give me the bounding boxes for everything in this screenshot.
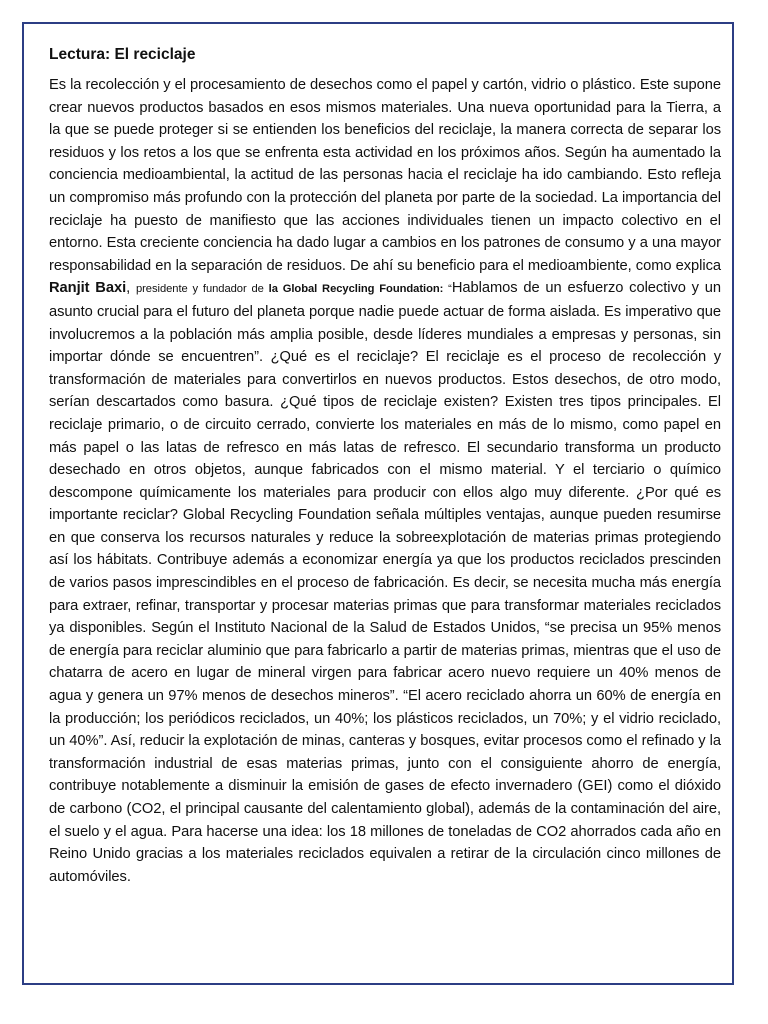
person-role: presidente y fundador de xyxy=(135,283,269,296)
body-text-part4: Hablamos de un esfuerzo colectivo y un asunto crucial para el futuro del planeta porque nadie puede actuar de forma aislada. Es imperativo que involucremos a la población más amplia posible, desde líderes mundiales a empresas y personas, sin importar dónde se encuentren”. ¿Qué es el reciclaje? El reciclaje es el proceso de recolección y transformación de materiales para convertirlos en nuevos productos. Estos desechos, de otro modo, serían descartados como basura. ¿Qué tipos de reciclaje existen? Existen tres tipos principales. El reciclaje primario, o de circuito cerrado, convierte los materiales en más de lo mismo, como papel en más papel o las latas de refresco en más latas de refresco. El secundario transforma un producto desechado en otros objetos, aunque fabricados con el mismo material. Y el terciario o químico descompone químicamente los materiales para producir con ellos algo muy diferente. ¿Por qué es importante reciclar? Global Recycling Foundation señala múltiples ventajas, aunque pueden resumirse en que conserva los recursos naturales y reduce la sobreexplotación de materias primas protegiendo así los hábitats. Contribuye además a economizar energía ya que los productos reciclados prescinden de varios pasos imprescindibles en el proceso de fabricación. Es decir, se necesita mucha más energía para extraer, refinar, transportar y procesar materias primas que para transformar materiales reciclados ya disponibles. Según el Instituto Nacional de la Salud de Estados Unidos, “se precisa un 95% menos de energía para reciclar aluminio que para fabricarlo a partir de materias primas, mientras que el uso de chatarra de acero en lugar de mineral virgen para fabricar acero nuevo requiere un 40% menos de agua y genera un 97% menos de desechos mineros”. “El acero reciclado ahorra un 60% de energía en la producción; los periódicos reciclados, un 40%; los plásticos reciclados, un 70%; y el vidrio reciclado, un 40%”. Así, reducir la explotación de minas, canteras y bosques, evitar procesos como el refinado y la transformación industrial de esas materias primas, junto con el consiguiente ahorro de energía, contribuye notablemente a disminuir la emisión de gases de efecto invernadero (GEI) como el dióxido de carbono (CO2, el principal causante del calentamiento global), además de la contaminación del aire, el suelo y el agua. Para hacerse una idea: los 18 millones de toneladas de CO2 ahorrados cada año en Reino Unido gracias a los materiales reciclados equivalen a retirar de la circulación cinco millones de automóviles. xyxy=(49,280,721,885)
body-text-part3: : xyxy=(439,283,449,296)
document-frame xyxy=(22,22,734,985)
body-text-part1: Es la recolección y el procesamiento de desechos como el papel y cartón, vidrio o plástico. Este supone crear nuevos productos basados en esos mismos materiales. Una nueva oportunidad para la Tierra, a la que se puede proteger si se entienden los beneficios del reciclaje, la manera correcta de separar los residuos y los retos a los que se enfrenta esta actividad en los próximos años. Según ha aumentado la conciencia medioambiental, la actitud de las personas hacia el reciclaje ha ido cambiando. Esto refleja un compromiso más profundo con la protección del planeta por parte de la sociedad. La importancia del reciclaje ha puesto de manifiesto que las acciones individuales tienen un impacto colectivo en el entorno. Esta creciente conciencia ha dado lugar a cambios en los patrones de consumo y a una mayor responsabilidad en la separación de residuos. De ahí su beneficio para el medioambiente, como explica xyxy=(49,77,721,274)
document-title: Lectura: El reciclaje xyxy=(49,46,196,63)
document-body xyxy=(49,74,721,888)
body-text-part2: , xyxy=(126,280,136,297)
person-name: Ranjit Baxi xyxy=(49,280,127,297)
organization-name: la Global Recycling Foundation xyxy=(268,283,440,296)
quote-mark: “ xyxy=(448,283,452,296)
document-content xyxy=(49,44,721,888)
